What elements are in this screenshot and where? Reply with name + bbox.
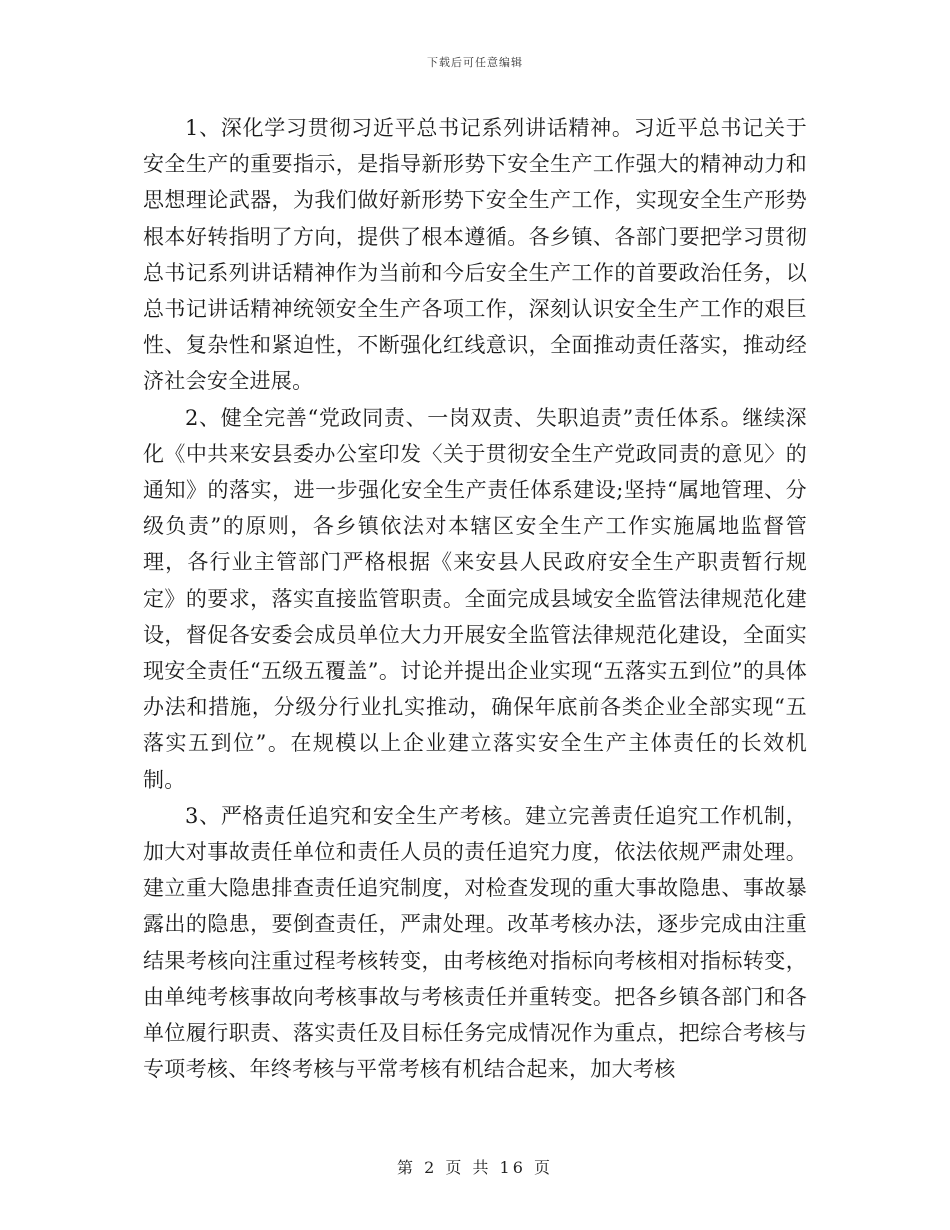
page-header-note: 下载后可任意编辑 — [427, 56, 523, 69]
paragraph-3: 3、严格责任追究和安全生产考核。建立完善责任追究工作机制，加大对事故责任单位和责任人员的责任追究力度，依法依规严肃处理。建立重大隐患排查责任追究制度，对检查发现的重大事故隐患、事故暴露出的隐患，要倒查责任，严肃处理。改革考核办法，逐步完成由注重结果考核向注重过程考核转变，由考核绝对指标向考核相对指标转变，由单纯考核事故向考核事故与考核责任并重转变。把各乡镇各部门和各单位履行职责、落实责任及目标任务完成情况作为重点，把综合考核与专项考核、年终考核与平常考核有机结合起来，加大考核 — [143, 803, 807, 1082]
paragraph-2: 2、健全完善“党政同责、一岗双责、失职追责”责任体系。继续深化《中共来安县委办公室印发〈关于贯彻安全生产党政同责的意见〉的通知》的落实，进一步强化安全生产责任体系建设;坚持“属地管理、分级负责”的原则，各乡镇依法对本辖区安全生产工作实施属地监督管理，各行业主管部门严格根据《来安县人民政府安全生产职责暂行规定》的要求，落实直接监管职责。全面完成县域安全监管法律规范化建设，督促各安委会成员单位大力开展安全监管法律规范化建设，全面实现安全责任“五级五覆盖”。讨论并提出企业实现“五落实五到位”的具体办法和措施，分级分行业扎实推动，确保年底前各类企业全部实现“五落实五到位”。在规模以上企业建立落实安全生产主体责任的长效机制。 — [143, 405, 807, 792]
page-number-footer: 第 2 页 共 16 页 — [397, 1158, 553, 1177]
document-body — [143, 110, 807, 1087]
paragraph-1: 1、深化学习贯彻习近平总书记系列讲话精神。习近平总书记关于安全生产的重要指示，是指导新形势下安全生产工作强大的精神动力和思想理论武器，为我们做好新形势下安全生产工作，实现安全生产形势根本好转指明了方向，提供了根本遵循。各乡镇、各部门要把学习贯彻总书记系列讲话精神作为当前和今后安全生产工作的首要政治任务，以总书记讲话精神统领安全生产各项工作，深刻认识安全生产工作的艰巨性、复杂性和紧迫性，不断强化红线意识，全面推动责任落实，推动经济社会安全进展。 — [143, 116, 807, 394]
